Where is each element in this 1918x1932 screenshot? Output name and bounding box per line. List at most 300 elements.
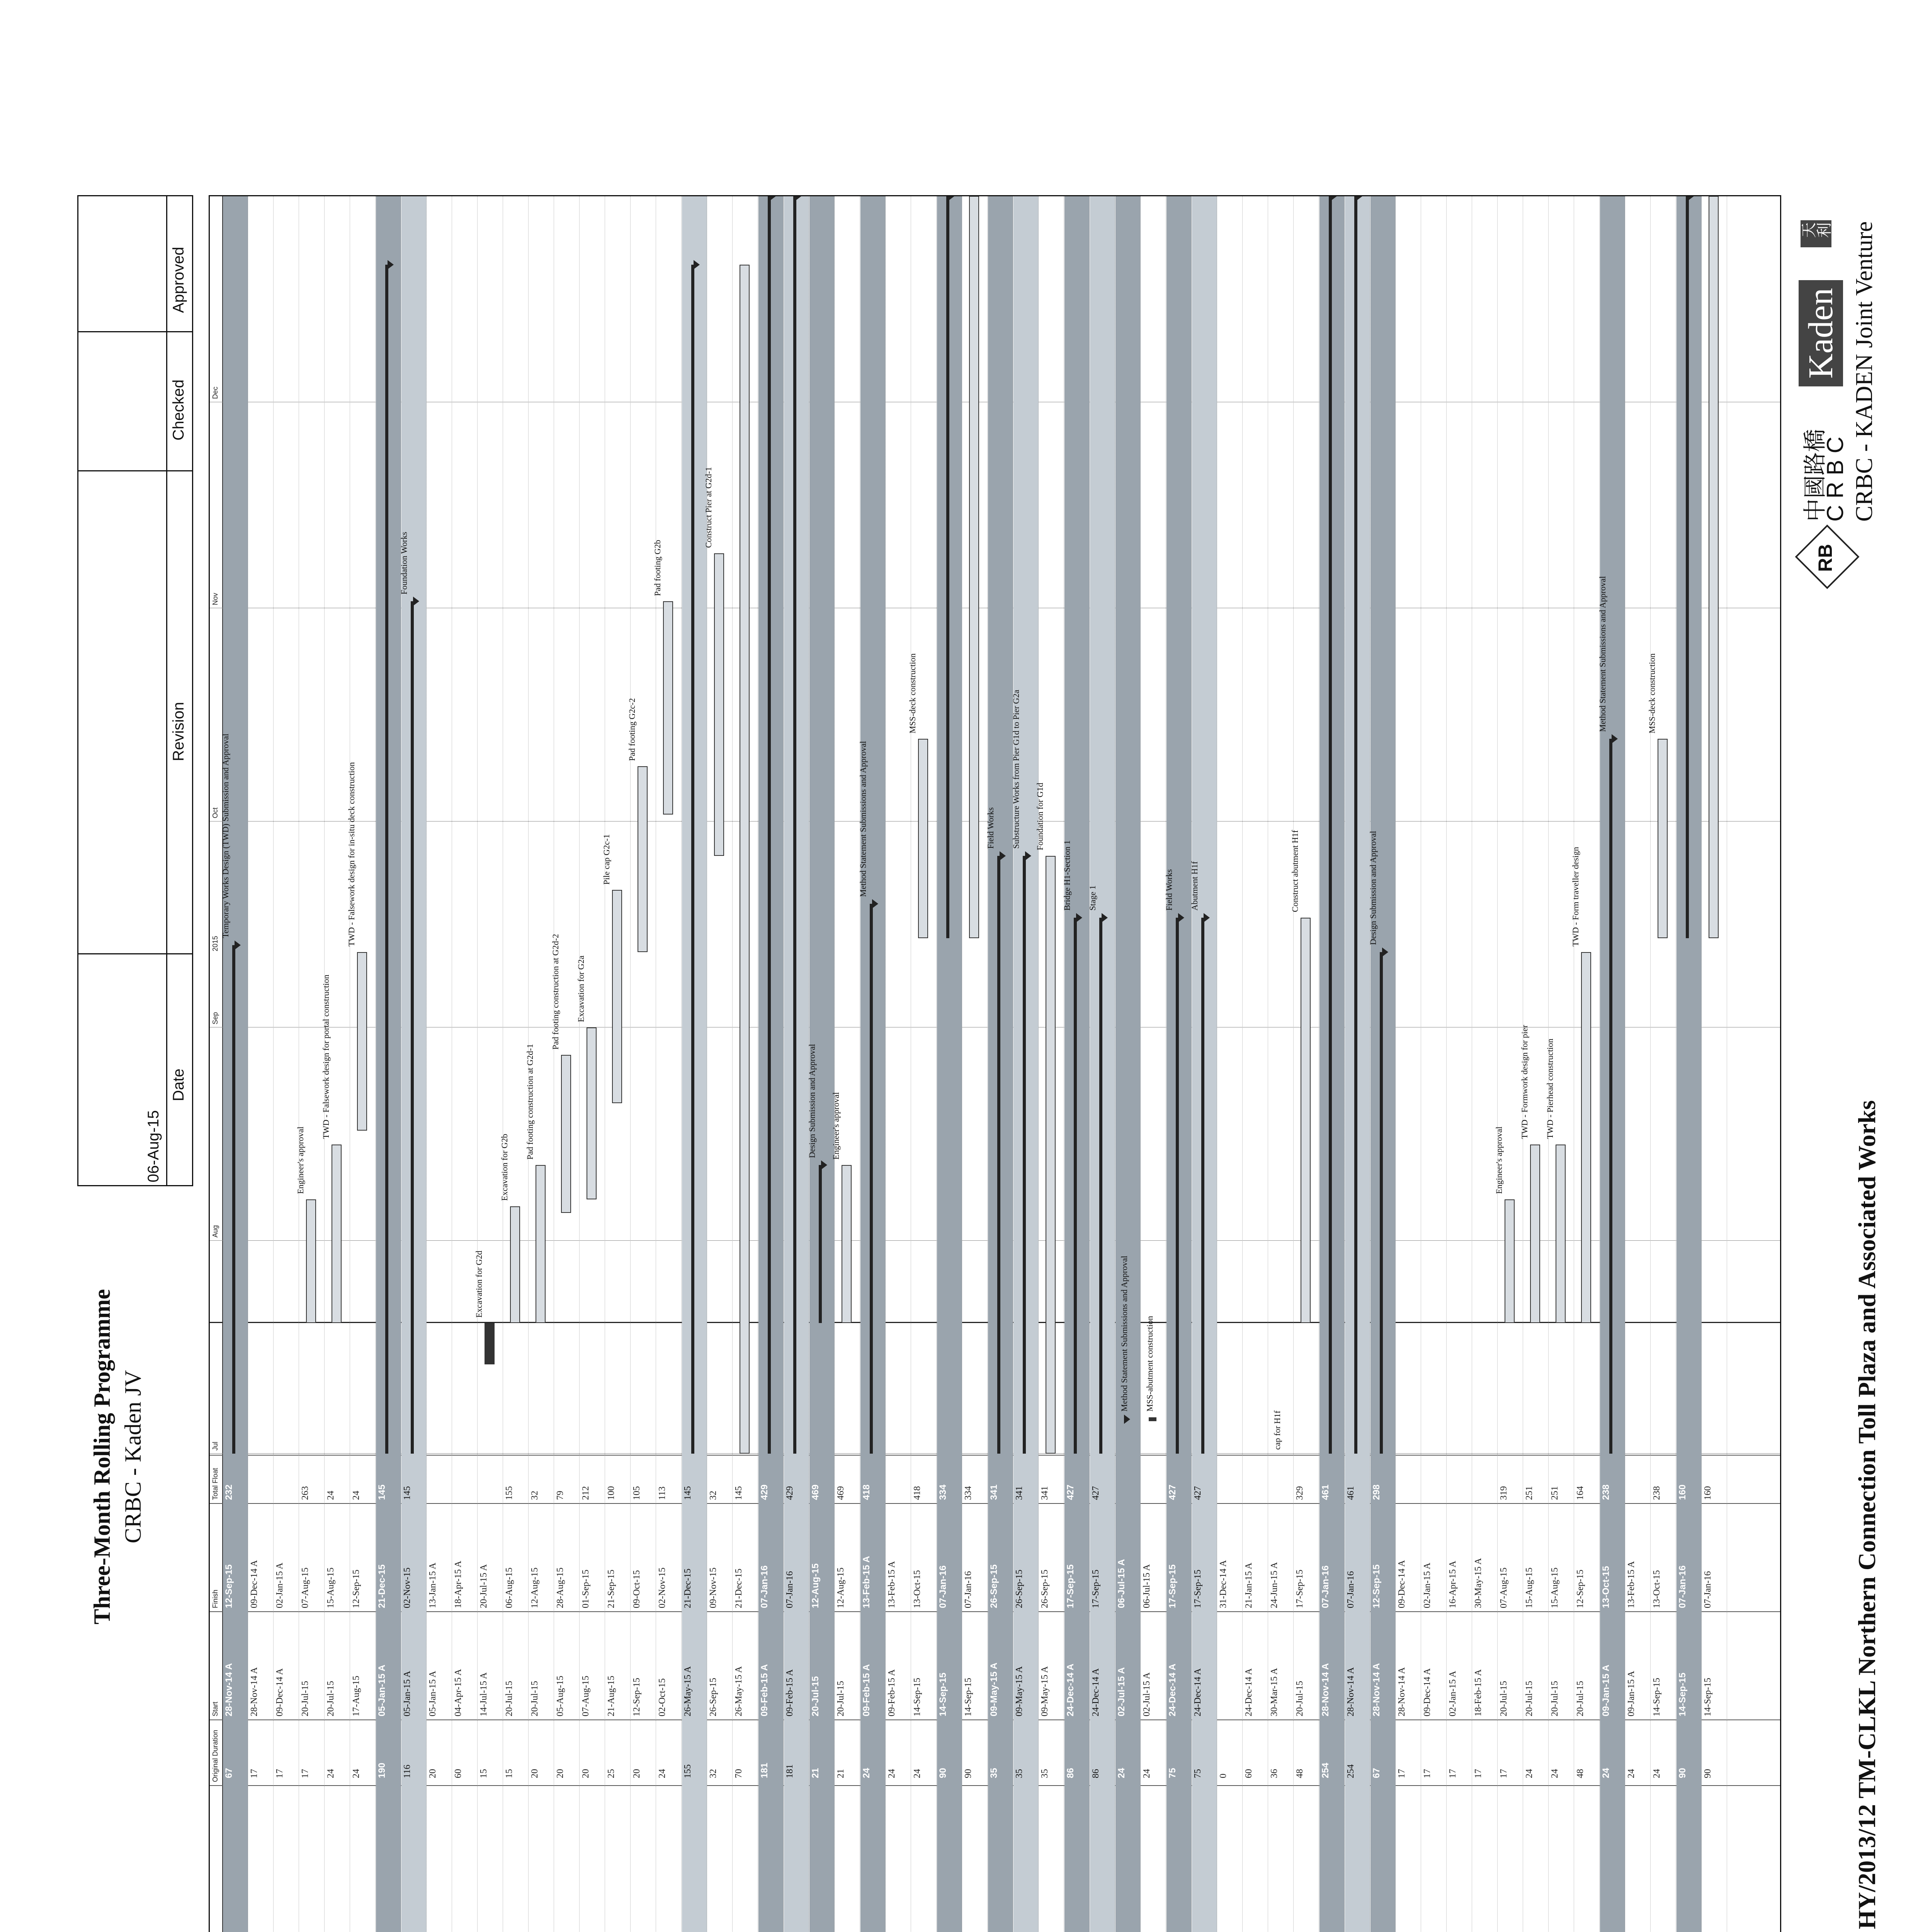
summary-end-marker: [1331, 195, 1337, 201]
original-duration: 190: [377, 1762, 387, 1778]
bar-label: TWD - Pierhead construction: [1545, 1038, 1555, 1139]
original-duration: 48: [1575, 1769, 1585, 1778]
wbs-name: [1346, 1789, 1356, 1932]
original-duration: 48: [1295, 1769, 1305, 1778]
total-float: 232: [224, 1484, 234, 1500]
bar-label: Pad footing construction at G2d-2: [551, 934, 560, 1050]
bar-label: TWD - Falsework design for portal construction: [321, 975, 331, 1139]
bar-label: Pad footing construction at G2d-1: [525, 1044, 535, 1160]
original-duration: 17: [1448, 1769, 1458, 1778]
start-date: 20-Jul-15: [836, 1681, 846, 1716]
milestone-marker: [1124, 1415, 1130, 1424]
start-date: 09-May-15 A: [1040, 1666, 1050, 1716]
original-duration: 24: [1142, 1769, 1152, 1778]
finish-date: 09-Oct-15: [632, 1570, 642, 1608]
activity-row: [576, 195, 605, 1932]
bar-label: Field Works: [1164, 869, 1174, 911]
finish-date: 13-Feb-15 A: [1626, 1561, 1636, 1608]
summary-end-marker: [796, 195, 802, 201]
finish-date: 07-Jan-16: [1346, 1571, 1356, 1608]
point-marker: [1149, 1417, 1156, 1421]
finish-date: 07-Jan-16: [963, 1571, 973, 1608]
activity-name: [1473, 1790, 1484, 1932]
total-float: 461: [1320, 1484, 1331, 1500]
original-duration: 24: [1601, 1768, 1611, 1778]
start-date: 09-Feb-15 A: [759, 1664, 770, 1716]
col-orig-dur: Original Duration: [211, 1730, 219, 1782]
total-float: 427: [1167, 1484, 1178, 1500]
tb-approved-label: Approved: [170, 247, 187, 313]
original-duration: 0: [1218, 1774, 1228, 1778]
start-date: 05-Jan-15 A: [428, 1671, 438, 1716]
activity-row: [525, 195, 554, 1932]
summary-bar: [232, 945, 235, 1454]
finish-date: 07-Jan-16: [1677, 1565, 1688, 1608]
activity-name: [1550, 1790, 1560, 1932]
original-duration: 25: [606, 1769, 616, 1778]
bar-label: Foundation Works: [399, 532, 409, 595]
finish-date: 28-Aug-15: [555, 1567, 565, 1608]
bar-label: Excavation for G2a: [576, 955, 586, 1022]
start-date: 20-Jul-15: [326, 1681, 336, 1716]
original-duration: 21: [810, 1768, 821, 1778]
summary-row: [988, 195, 1013, 1932]
bar-label: Stage 1: [1088, 885, 1097, 911]
summary-bar: [1686, 196, 1689, 938]
activity-name: [1626, 1790, 1637, 1932]
logo-chinese: 中國路橋: [1802, 429, 1829, 522]
bar-label: Design Submission and Approval: [1368, 831, 1378, 945]
bar-label: Engineer's approval: [296, 1126, 305, 1194]
bar-label: Foundation for G1d: [1035, 782, 1045, 850]
original-duration: 35: [989, 1768, 999, 1778]
start-date: 28-Nov-14 A: [249, 1667, 259, 1716]
summary-row: [809, 195, 835, 1932]
wbs-name: [1320, 1789, 1331, 1932]
activity-name: [581, 1790, 591, 1932]
activity-row: [1473, 195, 1498, 1932]
activity-name: [708, 1790, 719, 1932]
total-float: 298: [1371, 1484, 1382, 1500]
original-duration: 36: [1269, 1769, 1279, 1778]
remaining-work-bar: [510, 1206, 520, 1323]
original-duration: 21: [836, 1769, 846, 1778]
total-float: 105: [632, 1486, 642, 1500]
bar-label: TWD - Formwork design for pier: [1520, 1025, 1529, 1139]
actual-work-bar: [485, 1323, 495, 1364]
total-float: 24: [351, 1491, 361, 1500]
start-date: 20-Jul-15: [1295, 1681, 1305, 1716]
activity-row: [1290, 195, 1319, 1932]
original-duration: 116: [402, 1764, 412, 1778]
start-date: 05-Jan-15 A: [377, 1665, 387, 1716]
original-duration: 35: [1040, 1769, 1050, 1778]
activity-name: [1269, 1790, 1280, 1932]
bar-label: Engineer's approval: [1494, 1126, 1504, 1194]
summary-bar: [1354, 196, 1357, 1454]
total-float: 469: [836, 1486, 846, 1500]
activity-row: [452, 195, 478, 1932]
col-start: Start: [211, 1701, 219, 1716]
summary-bar: [1380, 952, 1383, 1454]
summary-bar: [819, 1165, 822, 1323]
finish-date: 07-Aug-15: [1499, 1567, 1509, 1608]
summary-end-marker: [388, 260, 394, 269]
remaining-work-bar: [1709, 196, 1719, 938]
wbs-name: [810, 1789, 821, 1932]
start-date: 24-Dec-14 A: [1193, 1668, 1203, 1716]
activity-row: [1035, 195, 1064, 1932]
activity-row: [551, 195, 580, 1932]
start-date: 02-Jan-15 A: [1448, 1671, 1458, 1716]
start-date: 12-Sep-15: [632, 1678, 642, 1716]
start-date: 09-Dec-14 A: [1422, 1668, 1432, 1716]
original-duration: 70: [734, 1769, 744, 1778]
finish-date: 21-Jan-15 A: [1244, 1563, 1254, 1608]
bar-label: TWD - Form traveller design: [1571, 847, 1580, 947]
summary-row: [1192, 195, 1217, 1932]
activity-name: [632, 1790, 642, 1932]
original-duration: 24: [912, 1769, 922, 1778]
activity-name: [734, 1790, 744, 1932]
finish-date: 17-Sep-15: [1091, 1570, 1101, 1608]
start-date: 09-Jan-15 A: [1601, 1665, 1611, 1716]
activity-row: [274, 195, 299, 1932]
start-date: 02-Jul-15 A: [1116, 1667, 1127, 1716]
summary-bar: [691, 265, 694, 1454]
summary-row: [1370, 195, 1396, 1932]
start-date: 24-Dec-14 A: [1167, 1663, 1178, 1716]
start-date: 26-May-15 A: [734, 1666, 744, 1716]
activity-name: [351, 1790, 362, 1932]
original-duration: 67: [1371, 1768, 1382, 1778]
start-date: 24-Dec-14 A: [1244, 1668, 1254, 1716]
jv-name: CRBC - KADEN Joint Venture: [1851, 221, 1877, 522]
finish-date: 13-Jan-15 A: [428, 1563, 438, 1608]
total-float: 24: [326, 1491, 336, 1500]
summary-row: [784, 195, 809, 1932]
finish-date: 13-Oct-15: [1652, 1570, 1662, 1608]
start-date: 09-Feb-15 A: [887, 1669, 897, 1716]
bar-label: Temporary Works Design (TWD) Submission and Approval: [221, 733, 230, 938]
original-duration: 181: [785, 1764, 795, 1778]
finish-date: 26-Sep-15: [1014, 1570, 1024, 1608]
tb-checked-label: Checked: [170, 379, 187, 440]
finish-date: 12-Aug-15: [836, 1567, 846, 1608]
summary-end-marker: [770, 195, 776, 201]
tb-divider: [77, 953, 193, 954]
summary-end-marker: [1382, 947, 1388, 957]
finish-date: 02-Nov-15: [657, 1567, 667, 1608]
wbs-name: [224, 1789, 235, 1932]
wbs-name: [683, 1789, 693, 1932]
finish-date: 02-Nov-15: [402, 1567, 412, 1608]
start-date: 28-Nov-14 A: [224, 1663, 234, 1716]
finish-date: 02-Jan-15 A: [275, 1563, 285, 1608]
activity-row: [831, 195, 860, 1932]
original-duration: 60: [1244, 1769, 1254, 1778]
finish-date: 20-Jul-15 A: [479, 1564, 489, 1608]
start-date: 09-Feb-15 A: [861, 1664, 872, 1716]
finish-date: 15-Aug-15: [1524, 1567, 1534, 1608]
finish-date: 07-Aug-15: [300, 1567, 310, 1608]
activity-name: [1218, 1790, 1229, 1932]
finish-date: 16-Apr-15 A: [1448, 1561, 1458, 1608]
summary-row: [1677, 195, 1702, 1932]
finish-date: 21-Sep-15: [606, 1570, 616, 1608]
activity-row: [474, 195, 503, 1932]
original-duration: 24: [351, 1769, 361, 1778]
original-duration: 15: [504, 1769, 514, 1778]
activity-row: [248, 195, 274, 1932]
bar-label: Pad footing G2b: [653, 539, 662, 596]
summary-end-marker: [1102, 913, 1108, 922]
finish-date: 12-Sep-15: [1371, 1564, 1382, 1608]
finish-date: 24-Jun-15 A: [1269, 1562, 1279, 1608]
remaining-work-bar: [740, 265, 750, 1454]
original-duration: 24: [326, 1769, 336, 1778]
summary-end-marker: [872, 899, 878, 908]
original-duration: 86: [1091, 1769, 1101, 1778]
summary-end-marker: [1000, 851, 1006, 861]
original-duration: 20: [581, 1769, 591, 1778]
original-duration: 17: [300, 1769, 310, 1778]
summary-bar: [793, 196, 796, 1454]
bar-label: Method Statement Submissions and Approval: [1598, 576, 1607, 732]
activity-name: [428, 1790, 438, 1932]
total-float: 341: [1040, 1486, 1050, 1500]
original-duration: 60: [453, 1769, 463, 1778]
original-duration: 24: [1652, 1769, 1662, 1778]
finish-date: 13-Feb-15 A: [887, 1561, 897, 1608]
activity-name: [657, 1790, 668, 1932]
bar-label: Substructure Works from Pier G1d to Pier G2a: [1011, 690, 1021, 849]
bar-label: Construct abutment H1f: [1290, 830, 1300, 912]
activity-name: [1703, 1790, 1713, 1932]
original-duration: 86: [1065, 1768, 1076, 1778]
finish-date: 07-Jan-16: [785, 1571, 795, 1608]
remaining-work-bar: [1301, 918, 1311, 1323]
bar-label: Pad footing G2c-2: [627, 698, 637, 761]
summary-row: [1345, 195, 1370, 1932]
total-float: 429: [759, 1484, 770, 1500]
wbs-name: [1601, 1789, 1612, 1932]
start-date: 21-Aug-15: [606, 1675, 616, 1716]
gantt-frame: [209, 195, 1781, 1932]
total-float: 334: [938, 1484, 948, 1500]
total-float: 79: [555, 1491, 565, 1500]
original-duration: 90: [963, 1769, 973, 1778]
summary-bar: [1099, 918, 1102, 1454]
finish-date: 17-Sep-15: [1193, 1570, 1203, 1608]
activity-row: [1396, 195, 1421, 1932]
total-float: 329: [1295, 1486, 1305, 1500]
wbs-name: [1091, 1789, 1101, 1932]
original-duration: 24: [1116, 1768, 1127, 1778]
start-date: 14-Jul-15 A: [479, 1672, 489, 1716]
remaining-work-bar: [969, 196, 979, 938]
finish-date: 18-Apr-15 A: [453, 1561, 463, 1608]
wbs-name: [861, 1789, 872, 1932]
start-date: 20-Jul-15: [810, 1676, 821, 1716]
total-float: 334: [963, 1486, 973, 1500]
bar-label: Excavation for G2d: [474, 1250, 484, 1318]
summary-row: [376, 195, 401, 1932]
remaining-work-bar: [1046, 856, 1056, 1454]
document-title: HY/2013/12 TM-CLKL Northern Connection Toll Plaza and Associated Works: [1853, 1100, 1881, 1929]
wbs-name: [1065, 1789, 1076, 1932]
finish-date: 07-Jan-16: [1320, 1565, 1331, 1608]
original-duration: 67: [224, 1768, 234, 1778]
timeline-year: 2015: [211, 935, 219, 951]
activity-name: [1142, 1790, 1152, 1932]
original-duration: 181: [759, 1762, 770, 1778]
summary-bar: [385, 265, 388, 1454]
wbs-name: [989, 1789, 1000, 1932]
summary-end-marker: [694, 260, 700, 269]
finish-date: 13-Oct-15: [912, 1570, 922, 1608]
rb-logo-text: RB: [1814, 544, 1836, 572]
activity-name: [300, 1790, 311, 1932]
activity-row: [1647, 195, 1676, 1932]
total-float: 32: [530, 1491, 540, 1500]
start-date: 05-Aug-15: [555, 1675, 565, 1716]
finish-date: 09-Dec-14 A: [249, 1560, 259, 1608]
start-date: 14-Sep-15: [1677, 1672, 1688, 1716]
summary-end-marker: [1204, 913, 1210, 922]
summary-bar: [1329, 196, 1332, 1454]
total-float: 319: [1499, 1486, 1509, 1500]
original-duration: 75: [1193, 1769, 1203, 1778]
tb-programme: Three-Month Rolling Programme: [89, 1289, 115, 1624]
finish-date: 17-Sep-15: [1167, 1564, 1178, 1608]
activity-name: [1422, 1790, 1433, 1932]
summary-row: [1090, 195, 1115, 1932]
start-date: 14-Sep-15: [912, 1678, 922, 1716]
activity-row: [602, 195, 631, 1932]
finish-date: 31-Dec-14 A: [1218, 1560, 1228, 1608]
original-duration: 90: [1703, 1769, 1713, 1778]
start-date: 09-May-15 A: [1014, 1666, 1024, 1716]
original-duration: 24: [861, 1768, 872, 1778]
summary-row: [860, 195, 886, 1932]
start-date: 20-Jul-15: [504, 1681, 514, 1716]
start-date: 26-Sep-15: [708, 1678, 718, 1716]
finish-date: 09-Dec-14 A: [1397, 1560, 1407, 1608]
total-float: 160: [1677, 1484, 1688, 1500]
start-date: 28-Nov-14 A: [1371, 1663, 1382, 1716]
remaining-work-bar: [714, 553, 724, 856]
summary-row: [1064, 195, 1090, 1932]
summary-end-marker: [949, 195, 955, 201]
start-date: 24-Dec-14 A: [1065, 1663, 1076, 1716]
original-duration: 24: [887, 1769, 897, 1778]
start-date: 28-Nov-14 A: [1397, 1667, 1407, 1716]
month-label: Sep: [211, 1012, 219, 1025]
finish-date: 12-Sep-15: [351, 1570, 361, 1608]
summary-bar: [411, 601, 414, 1454]
activity-row: [1421, 195, 1447, 1932]
finish-date: 12-Aug-15: [530, 1567, 540, 1608]
start-date: 26-May-15 A: [683, 1666, 693, 1716]
summary-row: [937, 195, 962, 1932]
total-float: 113: [657, 1486, 667, 1500]
month-label: Oct: [211, 807, 219, 818]
bar-label: Excavation for G2b: [500, 1134, 509, 1201]
activity-row: [321, 195, 350, 1932]
start-date: 09-May-15 A: [989, 1662, 999, 1716]
summary-bar: [1023, 856, 1026, 1454]
activity-name: [1448, 1790, 1458, 1932]
wbs-name: [377, 1789, 388, 1932]
summary-row: [758, 195, 784, 1932]
logo-kaden-cn: 天利: [1801, 220, 1831, 247]
activity-name: [1244, 1790, 1254, 1932]
summary-row: [1600, 195, 1625, 1932]
total-float: 341: [1014, 1486, 1024, 1500]
total-float: 212: [581, 1486, 591, 1500]
bar-label: cap for H1f: [1272, 1410, 1282, 1450]
finish-date: 07-Jan-16: [1703, 1571, 1713, 1608]
activity-name: [530, 1790, 540, 1932]
start-date: 14-Sep-15: [938, 1672, 948, 1716]
activity-name: [1575, 1790, 1586, 1932]
total-float: 418: [861, 1484, 872, 1500]
total-float: 145: [734, 1486, 744, 1500]
original-duration: 24: [657, 1769, 667, 1778]
bar-label: Abutment H1f: [1190, 861, 1199, 911]
original-duration: 254: [1320, 1762, 1331, 1778]
tb-divider: [77, 470, 193, 471]
activity-row: [427, 195, 452, 1932]
finish-date: 26-Sep-15: [1040, 1570, 1050, 1608]
summary-bar: [870, 904, 873, 1454]
original-duration: 17: [249, 1769, 259, 1778]
summary-end-marker: [235, 940, 241, 950]
col-total-float: Total Float: [211, 1468, 219, 1500]
summary-row: [401, 195, 427, 1932]
wbs-name: [1371, 1789, 1382, 1932]
summary-bar: [1176, 918, 1179, 1454]
finish-date: 12-Sep-15: [1575, 1570, 1585, 1608]
summary-bar: [768, 196, 771, 1454]
summary-row: [1013, 195, 1039, 1932]
activity-row: [908, 195, 937, 1932]
remaining-work-bar: [561, 1055, 571, 1213]
original-duration: 24: [1626, 1769, 1636, 1778]
activity-name: [1652, 1790, 1662, 1932]
remaining-work-bar: [587, 1027, 597, 1199]
remaining-work-bar: [332, 1145, 342, 1323]
summary-end-marker: [1612, 734, 1618, 743]
col-finish: Finish: [211, 1589, 219, 1608]
finish-date: 13-Oct-15: [1601, 1566, 1611, 1608]
start-date: 20-Jul-15: [1575, 1681, 1585, 1716]
start-date: 20-Jul-15: [530, 1681, 540, 1716]
bar-label: Engineer's approval: [831, 1092, 841, 1160]
summary-bar: [997, 856, 1000, 1454]
finish-date: 17-Sep-15: [1295, 1570, 1305, 1608]
original-duration: 35: [1014, 1769, 1024, 1778]
tb-divider: [166, 195, 167, 1186]
summary-end-marker: [413, 597, 419, 606]
start-date: 17-Aug-15: [351, 1675, 361, 1716]
remaining-work-bar: [536, 1165, 546, 1323]
activity-row: [962, 195, 988, 1932]
bar-label: MSS-abutment construction: [1145, 1316, 1155, 1412]
remaining-work-bar: [1530, 1145, 1540, 1323]
remaining-work-bar: [1556, 1145, 1566, 1323]
